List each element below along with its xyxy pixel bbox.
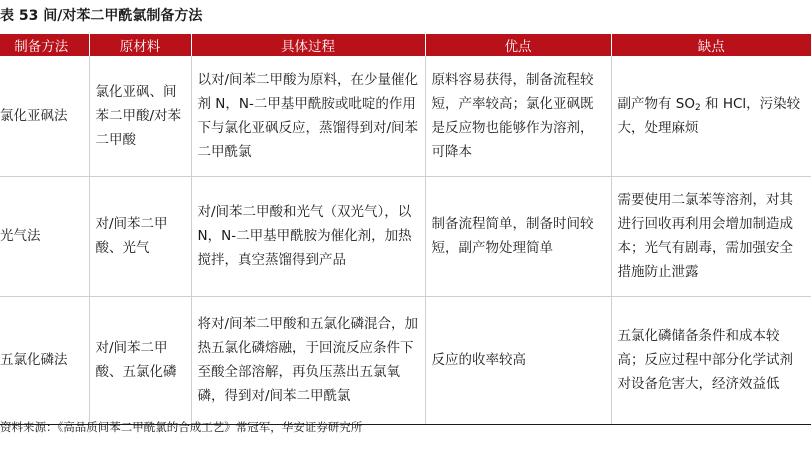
table-header-row [0, 34, 811, 56]
header-materials: 原材料 [89, 34, 191, 56]
table-row [0, 176, 811, 296]
materials-cell: 氯化亚砜、间苯二甲酸/对苯二甲酸 [89, 56, 191, 176]
cons-cell: 五氯化磷储备条件和成本较高；反应过程中部分化学试剂对设备危害大，经济效益低 [611, 296, 811, 424]
preparation-methods-table [0, 34, 811, 425]
cons-text-after: 和 HCl，污染较大，处理麻烦 [617, 95, 801, 136]
cons-subscript: 2 [695, 102, 701, 113]
pros-cell: 制备流程简单，制备时间较短，副产物处理简单 [425, 176, 611, 296]
pros-cell: 原料容易获得，制备流程较短，产率较高；氯化亚砜既是反应物也能够作为溶剂，可降本 [425, 56, 611, 176]
method-cell: 光气法 [0, 176, 89, 296]
process-cell: 以对/间苯二甲酸为原料，在少量催化剂 N，N-二甲基甲酰胺或吡啶的作用下与氯化亚砜反应，蒸馏得到对/间苯二甲酰氯 [191, 56, 425, 176]
process-cell: 将对/间苯二甲酸和五氯化磷混合，加热五氯化磷熔融，于回流反应条件下至酸全部溶解，再负压蒸出五氯氧磷，得到对/间苯二甲酰氯 [191, 296, 425, 424]
pros-cell: 反应的收率较高 [425, 296, 611, 424]
header-pros: 优点 [425, 34, 611, 56]
cons-cell: 需要使用二氯苯等溶剂，对其进行回收再利用会增加制造成本；光气有剧毒，需加强安全措施防止泄露 [611, 176, 811, 296]
materials-cell: 对/间苯二甲酸、光气 [89, 176, 191, 296]
table-title: 表 53 间/对苯二甲酰氯制备方法 [0, 8, 203, 24]
method-cell: 氯化亚砜法 [0, 56, 89, 176]
process-cell: 对/间苯二甲酸和光气（双光气），以 N，N-二甲基甲酰胺为催化剂，加热搅拌，真空蒸馏得到产品 [191, 176, 425, 296]
header-process: 具体过程 [191, 34, 425, 56]
materials-cell: 对/间苯二甲酸、五氯化磷 [89, 296, 191, 424]
cons-text-before: 副产物有 SO [617, 95, 695, 112]
cons-cell [611, 56, 811, 176]
table-row [0, 56, 811, 176]
header-method: 制备方法 [0, 34, 89, 56]
source-note: 资料来源：《高品质间苯二甲酰氯的合成工艺》常冠军，华安证券研究所 [0, 420, 363, 434]
table-row [0, 296, 811, 424]
header-cons: 缺点 [611, 34, 811, 56]
method-cell: 五氯化磷法 [0, 296, 89, 424]
